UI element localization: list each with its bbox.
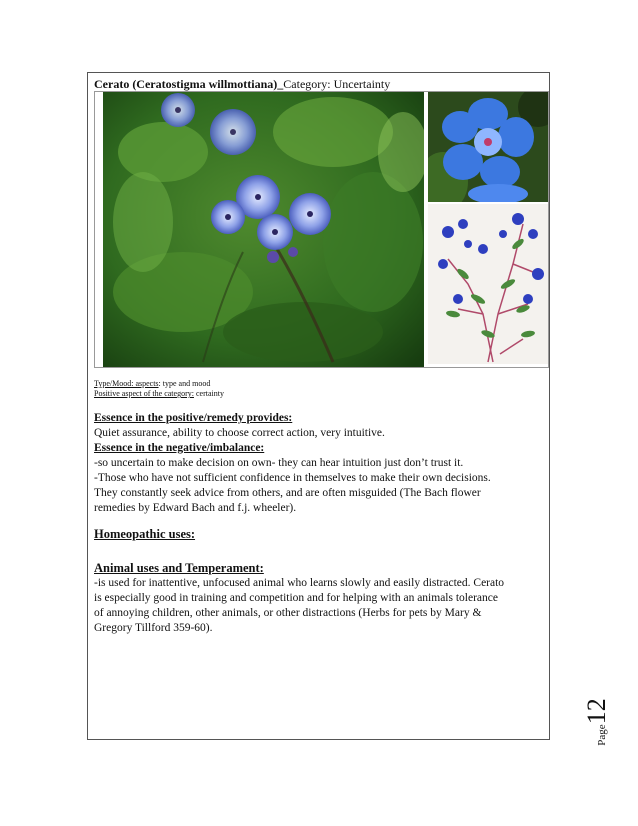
negative-line-1: -so uncertain to make decision on own- they can hear intuition just don’t trust it.	[94, 457, 464, 469]
title-category: Category: Uncertainty	[283, 77, 391, 91]
title-plant-name: Cerato (Ceratostigma willmottiana)_	[94, 77, 284, 91]
cerato-flower-photo	[103, 92, 424, 367]
positive-aspect-label: Positive aspect of the category:	[94, 389, 194, 398]
type-mood-line	[94, 379, 210, 389]
negative-line-4: remedies by Edward Bach and f.j. wheeler).	[94, 502, 297, 514]
page-frame	[87, 72, 550, 740]
page-label: Page	[596, 724, 608, 746]
animal-heading: Animal uses and Temperament:	[94, 561, 264, 575]
animal-line-4: Gregory Tillford 359-60).	[94, 622, 213, 634]
animal-line-2: is especially good in training and competition and for helping with an animals tolerance	[94, 592, 498, 604]
negative-line-2: -Those who have not sufficient confidence in themselves to make their own decisions.	[94, 472, 491, 484]
photo-collage	[94, 91, 549, 368]
homeopathic-heading: Homeopathic uses:	[94, 527, 196, 541]
type-mood-value: : type and mood	[158, 379, 211, 388]
negative-section	[94, 441, 544, 516]
positive-text: Quiet assurance, ability to choose correct action, very intuitive.	[94, 427, 385, 439]
animal-line-3: of annoying children, other animals, or other distractions (Herbs for pets by Mary &	[94, 607, 482, 619]
page-title	[94, 77, 390, 92]
negative-line-3: They constantly seek advice from others, and are often misguided (The Bach flower	[94, 487, 481, 499]
page-number: 12	[582, 698, 611, 725]
homeopathic-section	[94, 527, 544, 542]
animal-section	[94, 561, 544, 636]
positive-section	[94, 411, 544, 441]
type-mood-label: Type/Mood: aspects	[94, 379, 159, 388]
page-number-footer	[582, 692, 612, 752]
positive-heading: Essence in the positive/remedy provides:	[94, 412, 293, 424]
positive-aspect-line	[94, 389, 224, 399]
cerato-closeup-photo	[428, 92, 548, 202]
positive-aspect-value: certainty	[193, 389, 224, 398]
negative-heading: Essence in the negative/imbalance:	[94, 442, 265, 454]
cerato-illustration	[428, 204, 548, 364]
animal-line-1: -is used for inattentive, unfocused animal who learns slowly and easily distracted. Cerato	[94, 577, 505, 589]
